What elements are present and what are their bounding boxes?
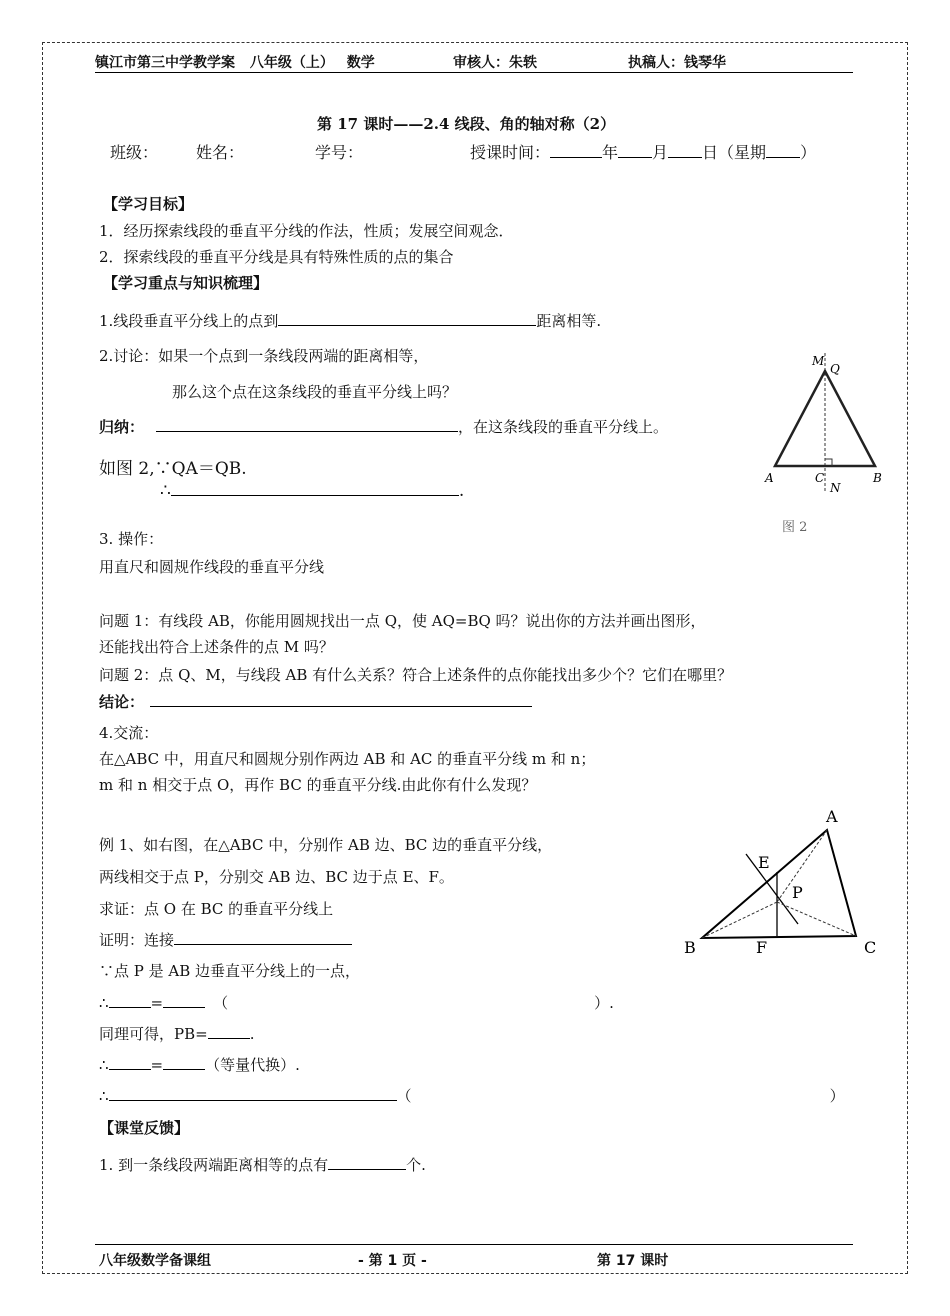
- page-title: 第 17 课时——2.4 线段、角的轴对称（2）: [317, 115, 616, 133]
- header-reviewer: 审核人：朱轶: [453, 55, 537, 71]
- student-id-label: 学号：: [315, 143, 364, 162]
- step-3-text: 同理可得，PB=: [99, 1025, 208, 1043]
- example-line-1: 例 1、如右图，在△ABC 中，分别作 AB 边、BC 边的垂直平分线，: [99, 836, 553, 854]
- year-label: 年: [602, 143, 619, 162]
- figure-ref-line: 如图 2,∵QA＝QB.: [99, 459, 247, 479]
- period: .: [249, 1025, 255, 1043]
- close-paren: ）: [800, 143, 817, 162]
- equals-sign: =: [150, 994, 164, 1012]
- proof-label: 证明：连接: [99, 931, 175, 949]
- question-2: 问题 2：点 Q、M，与线段 AB 有什么关系？符合上述条件的点你能找出多少个？它们在哪里？: [99, 666, 733, 684]
- conclusion-line: [99, 691, 532, 712]
- figure-2-caption: 图 2: [782, 520, 808, 535]
- label-a: A: [765, 471, 774, 485]
- goals-heading: 【学习目标】: [103, 195, 194, 213]
- header-writer: 执稿人：钱琴华: [628, 55, 726, 71]
- proof-start: [99, 929, 352, 950]
- step-4-reason: （等量代换）.: [205, 1056, 300, 1074]
- footer-group: 八年级数学备课组: [99, 1253, 211, 1269]
- label-a: A: [826, 807, 838, 826]
- feedback-item-1-text: 1. 到一条线段两端距离相等的点有: [99, 1156, 329, 1174]
- proof-step-4: [99, 1054, 300, 1075]
- footer-lesson: 第 17 课时: [597, 1253, 669, 1269]
- paren-open: （: [213, 994, 229, 1012]
- key-heading: 【学习重点与知识梳理】: [103, 274, 269, 292]
- header-subject: 数学: [346, 55, 375, 71]
- label-b: B: [684, 938, 696, 957]
- paren-open: （: [396, 1087, 412, 1105]
- proof-step-5: [99, 1085, 845, 1106]
- answer-blank: [278, 311, 536, 326]
- equals-sign: =: [150, 1056, 164, 1074]
- key-item-1-tail: 距离相等.: [536, 312, 602, 330]
- operation-desc: 用直尺和圆规作线段的垂直平分线: [99, 558, 325, 576]
- answer-blank: [150, 692, 532, 707]
- header-school-name: 镇江市第三中学教学案: [95, 55, 235, 71]
- label-b: B: [873, 471, 882, 485]
- question-1-line-2: 还能找出符合上述条件的点 M 吗？: [99, 638, 334, 656]
- example-line-3: 求证：点 O 在 BC 的垂直平分线上: [99, 900, 334, 918]
- answer-blank: [156, 417, 458, 432]
- header-grade: 八年级（上）: [249, 55, 334, 71]
- answer-blank: [174, 930, 352, 945]
- therefore-symbol: ∴: [99, 1087, 109, 1105]
- therefore-symbol: ∴: [160, 481, 171, 501]
- exchange-heading: 4.交流：: [99, 724, 159, 742]
- question-1-line-1: 问题 1：有线段 AB，你能用圆规找出一点 Q，使 AQ=BQ 吗？说出你的方法并画出图形，: [99, 612, 706, 630]
- key-item-1-text: 1.线段垂直平分线上的点到: [99, 312, 279, 330]
- proof-step-2: [99, 992, 614, 1013]
- key-item-1: [99, 310, 601, 331]
- label-p: P: [792, 883, 803, 902]
- label-f: F: [756, 938, 768, 957]
- label-n: N: [830, 481, 841, 495]
- paren-close: ）: [829, 1087, 845, 1105]
- feedback-heading: 【课堂反馈】: [99, 1119, 190, 1137]
- summary-label: 归纳：: [99, 418, 145, 436]
- label-q: Q: [830, 362, 840, 376]
- proof-step-3: [99, 1023, 254, 1044]
- segment-pc: [777, 902, 856, 936]
- operation-heading: 3. 操作：: [99, 530, 164, 548]
- therefore-symbol: ∴: [99, 994, 109, 1012]
- conclusion-label: 结论：: [99, 693, 145, 711]
- exchange-line-1: 在△ABC 中，用直尺和圆规分别作两边 AB 和 AC 的垂直平分线 m 和 n；: [99, 750, 596, 768]
- month-label: 月: [652, 143, 669, 162]
- paren-close: ）.: [594, 994, 614, 1012]
- header-rule: [95, 72, 853, 73]
- name-label: 姓名：: [196, 143, 245, 162]
- period: .: [458, 481, 465, 501]
- header-school: [95, 52, 375, 72]
- label-c: C: [864, 938, 877, 957]
- goal-item-2: 2．探索线段的垂直平分线是具有特殊性质的点的集合: [99, 248, 454, 266]
- example-figure: [680, 800, 890, 970]
- feedback-item-1-tail: 个.: [406, 1156, 426, 1174]
- summary-line: [99, 416, 668, 437]
- day-week-label: 日（星期: [702, 143, 767, 162]
- example-line-2: 两线相交于点 P，分别交 AB 边、BC 边于点 E、F。: [99, 868, 454, 886]
- label-c: C: [815, 471, 825, 485]
- proof-step-1: ∵点 P 是 AB 边垂直平分线上的一点，: [99, 962, 361, 980]
- summary-tail: ，在这条线段的垂直平分线上。: [458, 418, 669, 436]
- label-m: M: [812, 354, 825, 368]
- class-label: 班级：: [110, 143, 159, 162]
- footer-rule: [95, 1244, 853, 1245]
- time-label: 授课时间：: [470, 143, 551, 162]
- label-e: E: [758, 853, 770, 872]
- figure-2: [745, 343, 895, 503]
- therefore-line: [160, 481, 464, 501]
- key-item-2-line-1: 2.讨论：如果一个点到一条线段两端的距离相等，: [99, 347, 429, 365]
- goal-item-1: 1．经历探索线段的垂直平分线的作法，性质；发展空间观念．: [99, 222, 514, 240]
- answer-blank: [171, 481, 459, 496]
- class-time: [470, 140, 816, 163]
- feedback-item-1: [99, 1154, 426, 1175]
- therefore-symbol: ∴: [99, 1056, 109, 1074]
- key-item-2-line-2: 那么这个点在这条线段的垂直平分线上吗？: [172, 383, 458, 401]
- footer-page: - 第 1 页 -: [358, 1253, 427, 1269]
- triangle-abc: [702, 830, 856, 938]
- segment-pb: [702, 902, 777, 938]
- exchange-line-2: m 和 n 相交于点 O，再作 BC 的垂直平分线.由此你有什么发现？: [99, 776, 537, 794]
